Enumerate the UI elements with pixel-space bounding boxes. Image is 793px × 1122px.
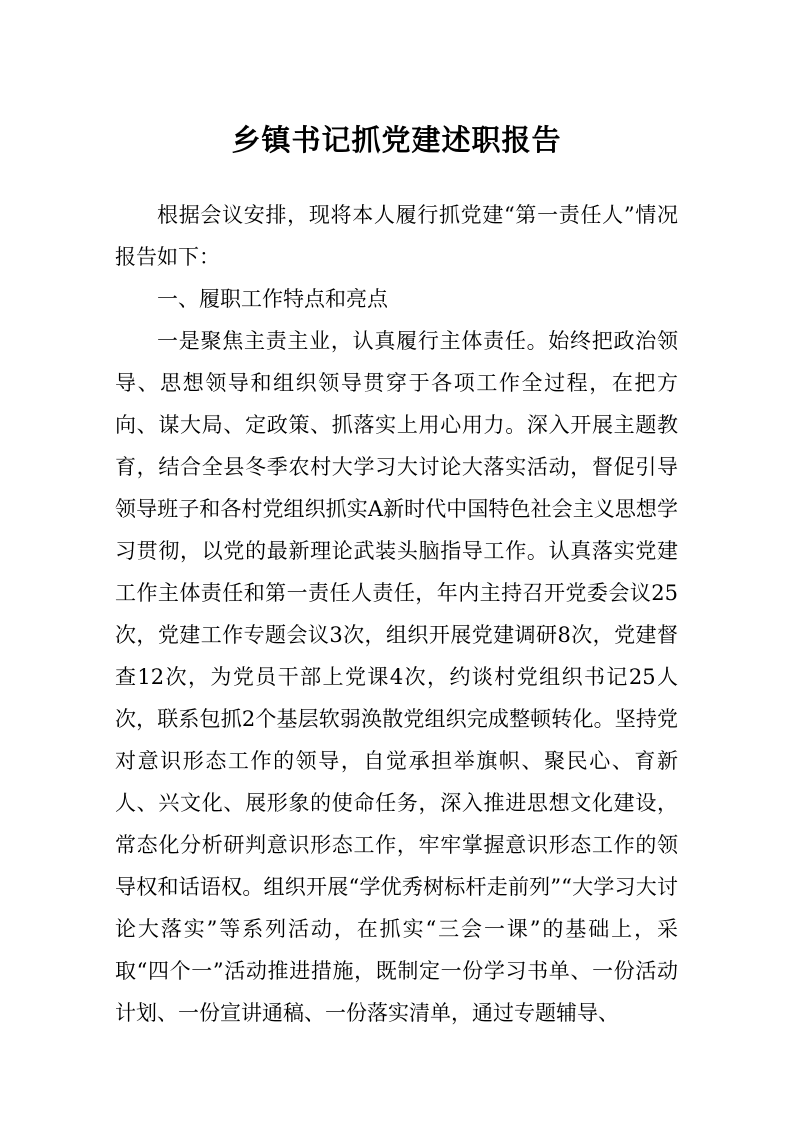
opening-paragraph: 根据会议安排，现将本人履行抓党建“第一责任人”情况报告如下：: [115, 203, 678, 269]
section-heading: 一、履职工作特点和亮点: [157, 287, 388, 311]
document-title: 乡镇书记抓党建述职报告: [231, 123, 562, 157]
body-paragraph: 一是聚焦主责主业，认真履行主体责任。始终把政治领导、思想领导和组织领导贯穿于各项工作全过程，在把方向、谋大局、定政策、抓落实上用心用力。深入开展主题教育，结合全县冬季农村大学习大讨论大落实活动，督促引导领导班子和各村党组织抓实A新时代中国特色社会主义思想学习贯彻，以党的最新理论武装头脑指导工作。认真落实党建工作主体责任和第一责任人责任，年内主持召开党委会议25次，党建工作专题会议3次，组织开展党建调研8次，党建督查12次，为党员干部上党课4次，约谈村党组织书记25人次，联系包抓2个基层软弱涣散党组织完成整顿转化。坚持党对意识形态工作的领导，自觉承担举旗帜、聚民心、育新人、兴文化、展形象的使命任务，深入推进思想文化建设，常态化分析研判意识形态工作，牢牢掌握意识形态工作的领导权和话语权。组织开展“学优秀树标杆走前列”“大学习大讨论大落实”等系列活动，在抓实“三会一课”的基础上，采取“四个一”活动推进措施，既制定一份学习书单、一份活动计划、一份宣讲通稿、一份落实清单，通过专题辅导、: [115, 329, 678, 1025]
document-body: [115, 194, 678, 1034]
